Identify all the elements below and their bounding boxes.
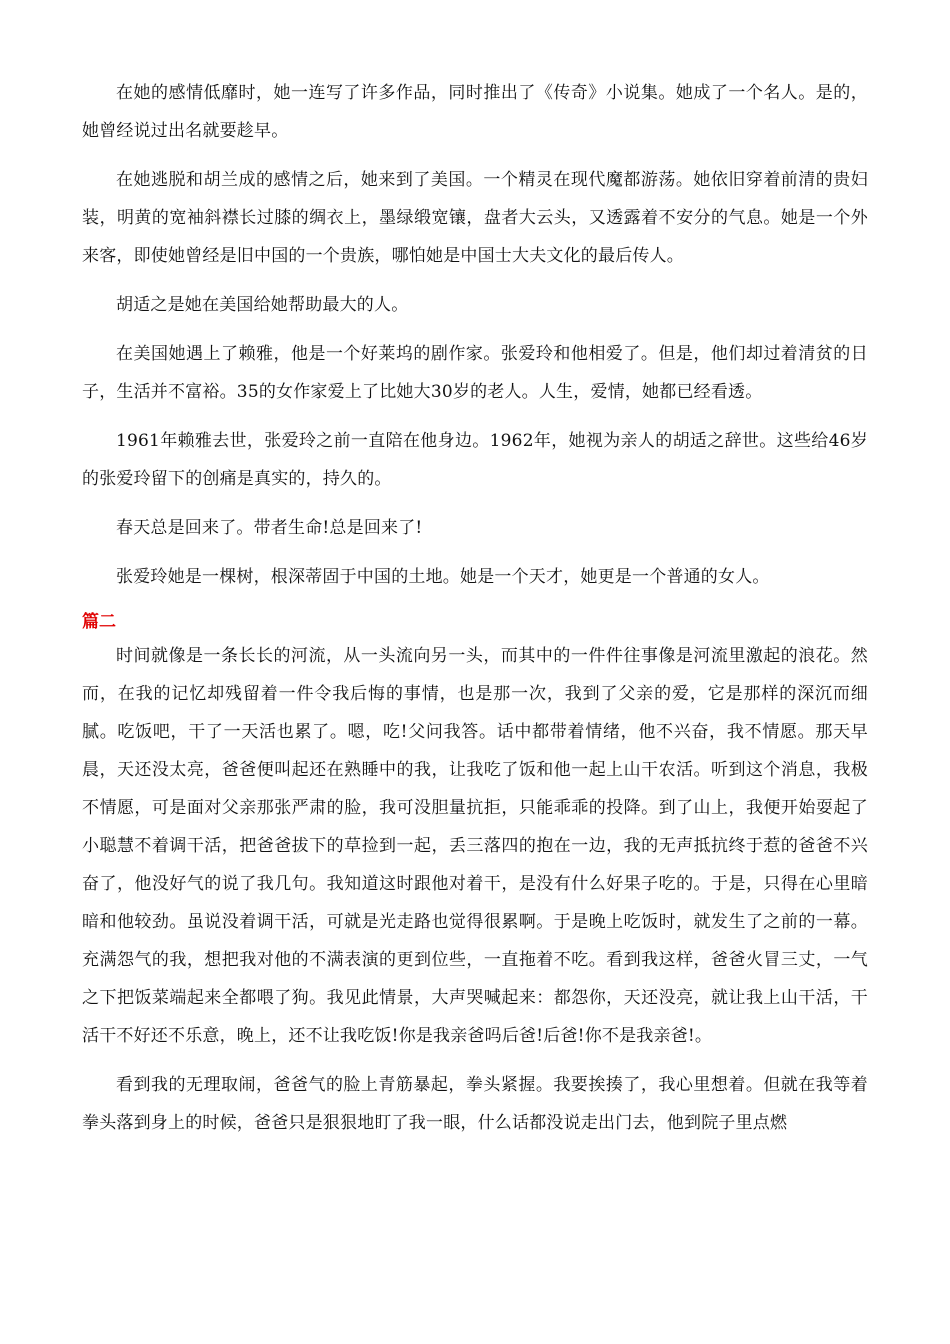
paragraph: 1961年赖雅去世，张爱玲之前一直陪在他身边。1962年，她视为亲人的胡适之辞世。这些给46岁的张爱玲留下的创痛是真实的，持久的。 — [82, 431, 868, 489]
paragraph: 在她的感情低靡时，她一连写了许多作品，同时推出了《传奇》小说集。她成了一个名人。是的，她曾经说过出名就要趁早。 — [82, 83, 868, 141]
paragraph: 春天总是回来了。带者生命!总是回来了! — [116, 518, 423, 538]
paragraph: 张爱玲她是一棵树，根深蒂固于中国的土地。她是一个天才，她更是一个普通的女人。 — [116, 567, 770, 587]
paragraph: 胡适之是她在美国给她帮助最大的人。 — [116, 295, 409, 315]
section-heading: 篇二 — [82, 612, 116, 632]
paragraph: 时间就像是一条长长的河流，从一头流向另一头，而其中的一件件往事像是河流里激起的浪花。然而，在我的记忆却残留着一件令我后悔的事情，也是那一次，我到了父亲的爱，它是那样的深沉而细腻。吃饭吧，干了一天活也累了。嗯，吃!父问我答。话中都带着情绪，他不兴奋，我不情愿。那天早晨，天还没太亮，爸爸便叫起还在熟睡中的我，让我吃了饭和他一起上山干农活。听到这个消息，我极不情愿，可是面对父亲那张严肃的脸，我可没胆量抗拒，只能乖乖的投降。到了山上，我便开始耍起了小聪慧不着调干活，把爸爸拔下的草捡到一起，丢三落四的抱在一边，我的无声抵抗终于惹的爸爸不兴奋了，他没好气的说了我几句。我知道这时跟他对着干，是没有什么好果子吃的。于是，只得在心里暗暗和他较劲。虽说没着调干活，可就是光走路也觉得很累啊。于是晚上吃饭时，就发生了之前的一幕。充满怨气的我，想把我对他的不满表演的更到位些，一直拖着不吃。看到我这样，爸爸火冒三丈，一气之下把饭菜端起来全都喂了狗。我见此情景，大声哭喊起来：都怨你，天还没亮，就让我上山干活，干活干不好还不乐意，晚上，还不让我吃饭!你是我亲爸吗后爸!后爸!你不是我亲爸!。 — [82, 646, 868, 1046]
paragraph: 在她逃脱和胡兰成的感情之后，她来到了美国。一个精灵在现代魔都游荡。她依旧穿着前清的贵妇装，明黄的宽袖斜襟长过膝的绸衣上，墨绿缎宽镶，盘者大云头，又透露着不安分的气息。她是一个外来客，即使她曾经是旧中国的一个贵族，哪怕她是中国士大夫文化的最后传人。 — [82, 170, 868, 266]
paragraph: 在美国她遇上了赖雅，他是一个好莱坞的剧作家。张爱玲和他相爱了。但是，他们却过着清贫的日子，生活并不富裕。35的女作家爱上了比她大30岁的老人。人生，爱情，她都已经看透。 — [82, 344, 868, 402]
paragraph: 看到我的无理取闹，爸爸气的脸上青筋暴起，拳头紧握。我要挨揍了，我心里想着。但就在我等着拳头落到身上的时候，爸爸只是狠狠地盯了我一眼，什么话都没说走出门去，他到院子里点燃 — [82, 1075, 868, 1133]
document-page — [82, 74, 868, 1153]
